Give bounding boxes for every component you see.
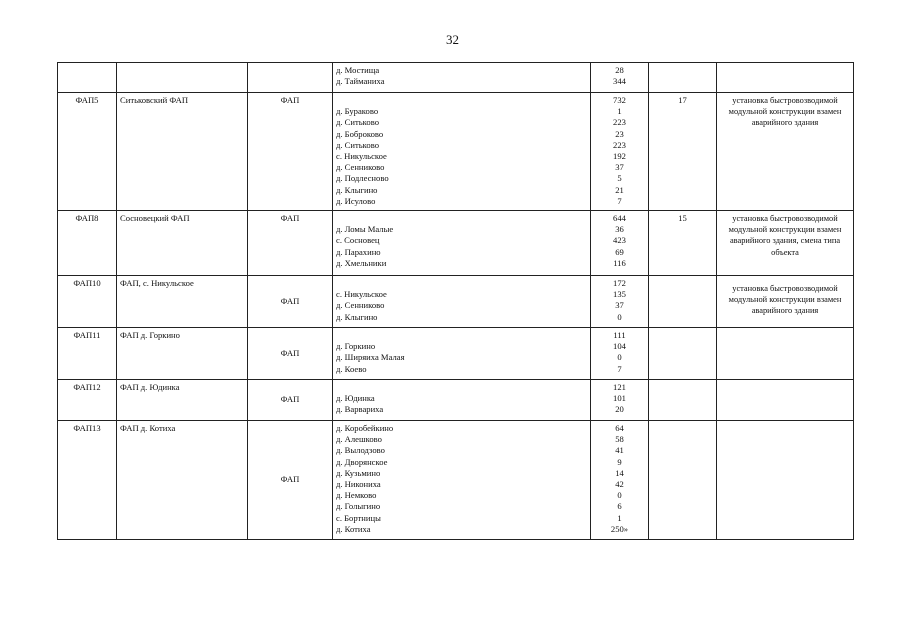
staff-count: 17: [649, 93, 717, 211]
settlement-list: [333, 211, 591, 276]
settlement-name: [336, 95, 587, 106]
facility-name: ФАП д. Юдинка: [117, 380, 248, 421]
facility-name: ФАП д. Котиха: [117, 421, 248, 540]
population-value: 21: [615, 184, 624, 195]
planned-action: [717, 63, 854, 93]
planned-action: [717, 421, 854, 540]
population-value: 0: [617, 352, 622, 363]
facility-code: ФАП13: [58, 421, 117, 540]
population-value: 223: [613, 139, 626, 150]
settlement-name: д. Тайманиха: [336, 76, 385, 87]
planned-action: установка быстровозводимой модульной конструкции взамен аварийного здания, смена типа объекта: [717, 211, 854, 276]
facility-code: ФАП11: [58, 328, 117, 380]
table-row: [58, 421, 854, 540]
facility-type: ФАП: [248, 328, 333, 380]
facility-code: ФАП8: [58, 211, 117, 276]
table-row: [58, 380, 854, 421]
facility-code: [58, 63, 117, 93]
population-value: 41: [615, 445, 624, 456]
planned-action: [717, 380, 854, 421]
settlement-name: д. Горкино: [336, 341, 376, 352]
settlement-name: д. Никониха: [336, 478, 381, 489]
page-number: 32: [446, 32, 459, 47]
settlement-list: [333, 63, 591, 93]
settlement-name: д. Дворянское: [336, 456, 388, 467]
settlement-name: д. Ситьково: [336, 139, 380, 150]
settlement-name: д. Коево: [336, 363, 367, 374]
table-row: [58, 211, 854, 276]
population-value: 423: [613, 235, 626, 246]
population-total: 111: [613, 330, 626, 340]
population-total: 732: [613, 95, 626, 105]
population-total: 172: [613, 278, 626, 288]
population-list: [591, 276, 649, 328]
staff-count: 15: [649, 211, 717, 276]
settlement-name: д. Сенниково: [336, 162, 385, 173]
facility-name: Сосновецкий ФАП: [117, 211, 248, 276]
settlement-name: [336, 213, 587, 224]
settlement-name: [336, 330, 587, 341]
population-list: [591, 421, 649, 540]
population-total: 644: [613, 213, 626, 223]
population-list: [591, 63, 649, 93]
facility-code: ФАП10: [58, 276, 117, 328]
population-value: 250»: [610, 523, 629, 534]
facility-code: ФАП12: [58, 380, 117, 421]
facility-name: ФАП, с. Никульское: [117, 276, 248, 328]
population-value: 135: [613, 289, 626, 300]
settlement-name: д. Клыгино: [336, 184, 378, 195]
population-value: 344: [613, 76, 626, 87]
facilities-table: [57, 62, 854, 540]
population-value: 223: [613, 117, 626, 128]
facility-name: ФАП д. Горкино: [117, 328, 248, 380]
settlement-name: д. Юдинка: [336, 393, 375, 404]
facility-type: ФАП: [248, 211, 333, 276]
table-row: [58, 328, 854, 380]
population-value: 116: [613, 257, 626, 268]
population-total: 121: [613, 382, 626, 392]
settlement-name: с. Сосновец: [336, 235, 380, 246]
settlement-name: д. Немково: [336, 490, 377, 501]
settlement-list: [333, 328, 591, 380]
population-value: 192: [613, 150, 626, 161]
population-value: 104: [613, 341, 626, 352]
settlement-name: д. Подлесново: [336, 173, 389, 184]
settlement-name: д. Вылодзово: [336, 445, 385, 456]
table-row: [58, 93, 854, 211]
population-value: 0: [617, 311, 622, 322]
settlement-name: д. Мостища: [336, 65, 380, 75]
population-value: 9: [617, 456, 622, 467]
population-value: 7: [617, 363, 622, 374]
settlement-name: д. Ломы Малые: [336, 224, 394, 235]
population-value: 14: [615, 467, 624, 478]
facility-type: ФАП: [248, 276, 333, 328]
staff-count: [649, 421, 717, 540]
population-value: 101: [613, 393, 626, 404]
population-value: 5: [617, 173, 622, 184]
planned-action: установка быстровозводимой модульной конструкции взамен аварийного здания: [717, 276, 854, 328]
population-value: 58: [615, 434, 624, 445]
settlement-name: д. Ширяиха Малая: [336, 352, 405, 363]
settlement-name: с. Никульское: [336, 289, 387, 300]
population-value: 37: [615, 300, 624, 311]
settlement-name: д. Хмельники: [336, 257, 387, 268]
facility-type: ФАП: [248, 93, 333, 211]
population-value: 0: [617, 490, 622, 501]
facility-type: ФАП: [248, 380, 333, 421]
population-value: 36: [615, 224, 624, 235]
settlement-list: [333, 93, 591, 211]
population-value: 6: [617, 501, 622, 512]
settlement-name: д. Котиха: [336, 523, 371, 534]
population-list: [591, 93, 649, 211]
settlement-name: д. Исулово: [336, 195, 376, 206]
staff-count: [649, 328, 717, 380]
settlement-name: [336, 382, 587, 393]
settlement-name: д. Кузьмино: [336, 467, 381, 478]
staff-count: [649, 380, 717, 421]
population-list: [591, 211, 649, 276]
population-value: 1: [617, 106, 622, 117]
settlement-name: д. Коробейкино: [336, 423, 394, 433]
settlement-name: д. Голыгино: [336, 501, 381, 512]
settlement-name: д. Варвариха: [336, 404, 384, 415]
settlement-name: д. Клыгино: [336, 311, 378, 322]
population-list: [591, 380, 649, 421]
table-row: [58, 63, 854, 93]
settlement-name: с. Бортницы: [336, 512, 381, 523]
settlement-name: д. Боброково: [336, 128, 384, 139]
settlement-name: д. Бураково: [336, 106, 379, 117]
population-value: 37: [615, 162, 624, 173]
planned-action: установка быстровозводимой модульной конструкции взамен аварийного здания: [717, 93, 854, 211]
population-value: 1: [617, 512, 622, 523]
settlement-name: с. Никульское: [336, 150, 387, 161]
settlement-list: [333, 380, 591, 421]
settlement-name: д. Алешково: [336, 434, 382, 445]
population-value: 42: [615, 478, 624, 489]
facility-type: ФАП: [248, 421, 333, 540]
population-value: 7: [617, 195, 622, 206]
facility-name: [117, 63, 248, 93]
facility-type: [248, 63, 333, 93]
facility-name: Ситьковский ФАП: [117, 93, 248, 211]
population-value: 64: [615, 423, 624, 433]
population-value: 23: [615, 128, 624, 139]
staff-count: [649, 276, 717, 328]
settlement-name: д. Сенниково: [336, 300, 385, 311]
population-value: 69: [615, 246, 624, 257]
planned-action: [717, 328, 854, 380]
settlement-list: [333, 421, 591, 540]
population-list: [591, 328, 649, 380]
settlement-name: д. Ситьково: [336, 117, 380, 128]
staff-count: [649, 63, 717, 93]
population-value: 28: [615, 65, 624, 75]
facility-code: ФАП5: [58, 93, 117, 211]
settlement-name: д. Парахино: [336, 246, 381, 257]
settlement-list: [333, 276, 591, 328]
population-value: 20: [615, 404, 624, 415]
table-row: [58, 276, 854, 328]
settlement-name: [336, 278, 587, 289]
